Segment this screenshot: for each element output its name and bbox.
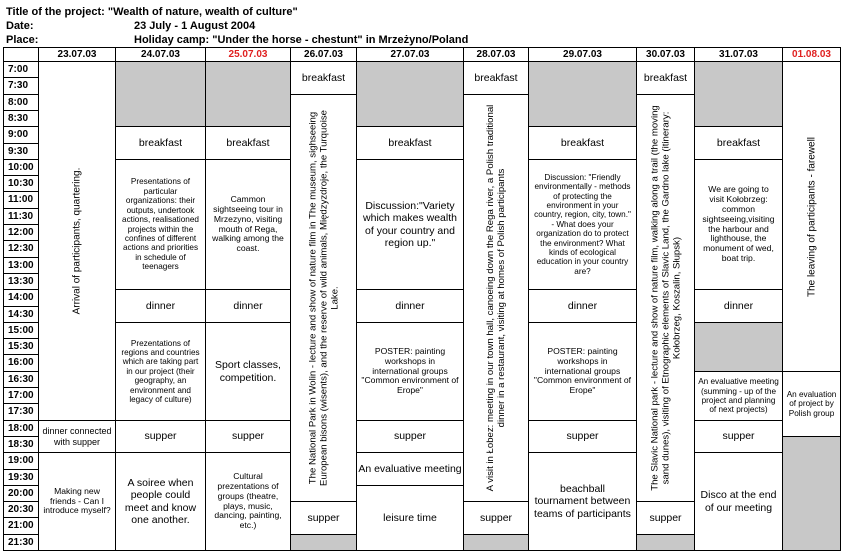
event-making-friends: Making new friends - Can I introduce myself? <box>38 452 116 551</box>
event-breakfast: breakfast <box>636 61 695 95</box>
event-evaluative-meeting: An evaluative meeting <box>356 452 464 486</box>
time-slot-730: 7:30 <box>3 77 39 95</box>
event-dinner-supper: dinner connected with supper <box>38 420 116 453</box>
time-slot-1200: 12:00 <box>3 224 39 241</box>
event-breakfast: breakfast <box>463 61 529 95</box>
event-dinner: dinner <box>528 289 637 323</box>
event-dinner: dinner <box>205 289 291 323</box>
project-title: Title of the project: "Wealth of nature, wealth of culture" <box>6 6 298 18</box>
time-slot-1700: 17:00 <box>3 387 39 404</box>
time-slot-1800: 18:00 <box>3 420 39 437</box>
date-value: 23 July - 1 August 2004 <box>134 20 256 32</box>
time-slot-2000: 20:00 <box>3 485 39 502</box>
event-leaving-farewell-text: The leaving of participants - farewell <box>805 136 817 297</box>
empty-slot <box>636 534 695 551</box>
event-leisure-time: leisure time <box>356 485 464 551</box>
time-slot-2030: 20:30 <box>3 501 39 518</box>
empty-slot <box>356 61 464 127</box>
event-soiree: A soiree when people could meet and know one another. <box>115 452 206 551</box>
event-breakfast: breakfast <box>694 126 783 160</box>
time-header-corner <box>3 47 39 62</box>
event-evaluative-meeting: An evaluative meeting (summing - up of the project and planning of next projects) <box>694 371 783 421</box>
event-slavic-national-park <box>636 94 695 502</box>
time-slot-1630: 16:30 <box>3 371 39 388</box>
time-slot-1500: 15:00 <box>3 322 39 339</box>
time-slot-1000: 10:00 <box>3 159 39 176</box>
time-slot-1300: 13:00 <box>3 257 39 274</box>
event-dinner: dinner <box>115 289 206 323</box>
event-presentations: Presentations of particular organizations: their outputs, undertook actions, realisationed projects within the confines of different actions and priorities in schedule of teenagers <box>115 159 206 290</box>
event-sport-classes: Sport classes, competition. <box>205 322 291 421</box>
event-national-park-wolin <box>290 94 357 502</box>
empty-slot <box>694 61 783 127</box>
event-supper: supper <box>356 420 464 453</box>
time-slot-800: 8:00 <box>3 94 39 111</box>
event-disco: Disco at the end of our meeting <box>694 452 783 551</box>
event-breakfast: breakfast <box>290 61 357 95</box>
event-cultural-presentations: Cultural prezentations of groups (theatre, plays, music, dancing, painting, etc.) <box>205 452 291 551</box>
event-visit-lobez-text: A visit in Łobez: meeting in our town hall, canoeing down the Rega river, a Polish traditional dinner in a restaurant, visiting at homes of Polish participants <box>484 104 507 492</box>
time-slot-700: 7:00 <box>3 61 39 78</box>
event-dinner: dinner <box>356 289 464 323</box>
event-slavic-national-park-text: The Slavic National park - lecture and show of nature film, walking along a trail (the moving sand dunes), visiting of Etnographic elements of Slavic Land, the Gardno lake (itinerary: Kołobrzeg, Koszalin, Słupsk) <box>648 105 683 491</box>
date-header-25-07-03: 25.07.03 <box>205 47 291 62</box>
date-header-01-08-03: 01.08.03 <box>782 47 841 62</box>
event-arrival <box>38 61 116 421</box>
time-slot-1030: 10:30 <box>3 175 39 192</box>
date-header-29-07-03: 29.07.03 <box>528 47 637 62</box>
date-label: Date: <box>6 20 34 32</box>
event-national-park-wolin-text: The National Park in Wolin - lecture and show of nature film in The museum, sighseeing European bisons (wisents), and the reserve of wild animals, Międzyzdroje, the Turquoise Lake. <box>306 110 341 486</box>
event-poster-workshop: POSTER: painting workshops in international groups "Common environment of Erope" <box>356 322 464 421</box>
event-breakfast: breakfast <box>115 126 206 160</box>
time-slot-1400: 14:00 <box>3 289 39 307</box>
time-slot-1830: 18:30 <box>3 436 39 453</box>
date-header-31-07-03: 31.07.03 <box>694 47 783 62</box>
empty-slot <box>290 534 357 551</box>
place-label: Place: <box>6 34 39 46</box>
event-dinner: dinner <box>694 289 783 323</box>
time-slot-1600: 16:00 <box>3 354 39 372</box>
time-slot-1730: 17:30 <box>3 403 39 421</box>
event-supper: supper <box>205 420 291 453</box>
event-breakfast: breakfast <box>528 126 637 160</box>
date-header-24-07-03: 24.07.03 <box>115 47 206 62</box>
event-beachball: beachball tournament between teams of participants <box>528 452 637 551</box>
time-slot-1430: 14:30 <box>3 306 39 323</box>
date-header-27-07-03: 27.07.03 <box>356 47 464 62</box>
time-slot-1100: 11:00 <box>3 191 39 209</box>
date-header-26-07-03: 26.07.03 <box>290 47 357 62</box>
time-slot-1530: 15:30 <box>3 338 39 355</box>
place-value: Holiday camp: "Under the horse - chestunt" in Mrzeżyno/Poland <box>134 34 469 46</box>
event-supper: supper <box>463 501 529 535</box>
event-visit-lobez <box>463 94 529 502</box>
event-breakfast: breakfast <box>205 126 291 160</box>
event-evaluation-polish-group: An evaluation of project by Polish group <box>782 371 841 437</box>
event-sightseeing-tour: Cammon sightseeing tour in Mrzezyno, visiting mouth of Rega, walking among the coast. <box>205 159 291 290</box>
event-supper: supper <box>528 420 637 453</box>
event-leaving-farewell <box>782 61 841 372</box>
event-poster-workshop: POSTER: painting workshops in international groups "Common environment of Erope" <box>528 322 637 421</box>
event-supper: supper <box>694 420 783 453</box>
time-slot-930: 9:30 <box>3 143 39 160</box>
time-slot-2100: 21:00 <box>3 517 39 535</box>
event-supper: supper <box>290 501 357 535</box>
event-regions: Prezentations of regions and countries which are taking part in our project (their geography, an environment and legacy of culture) <box>115 322 206 421</box>
event-arrival-text: Arrival of participants, quartering. <box>71 167 83 315</box>
empty-slot <box>782 436 841 551</box>
date-header-30-07-03: 30.07.03 <box>636 47 695 62</box>
time-slot-1130: 11:30 <box>3 208 39 225</box>
event-discussion-variety: Discussion:"Variety which makes wealth of your country and region up." <box>356 159 464 290</box>
date-header-28-07-03: 28.07.03 <box>463 47 529 62</box>
empty-slot <box>463 534 529 551</box>
time-slot-830: 8:30 <box>3 110 39 127</box>
empty-slot <box>205 61 291 127</box>
event-supper: supper <box>636 501 695 535</box>
event-breakfast: breakfast <box>356 126 464 160</box>
time-slot-2130: 21:30 <box>3 534 39 551</box>
time-slot-1230: 12:30 <box>3 240 39 258</box>
empty-slot <box>528 61 637 127</box>
time-slot-900: 9:00 <box>3 126 39 144</box>
empty-slot <box>115 61 206 127</box>
date-header-23-07-03: 23.07.03 <box>38 47 116 62</box>
time-slot-1930: 19:30 <box>3 469 39 486</box>
event-supper: supper <box>115 420 206 453</box>
empty-slot <box>694 322 783 372</box>
event-discussion-environment: Discussion: "Friendly environmentally - methods of protecting the environment in your country, region, city, town." - What does your organization do to protect the environment? What kinds of ecological education in your country are? <box>528 159 637 290</box>
time-slot-1330: 13:30 <box>3 273 39 290</box>
event-visit-kolobrzeg: We are going to visit Kołobrzeg: common sightseeing,visiting the harbour and lighthouse, the monument of wed, boat trip. <box>694 159 783 290</box>
time-slot-1900: 19:00 <box>3 452 39 470</box>
